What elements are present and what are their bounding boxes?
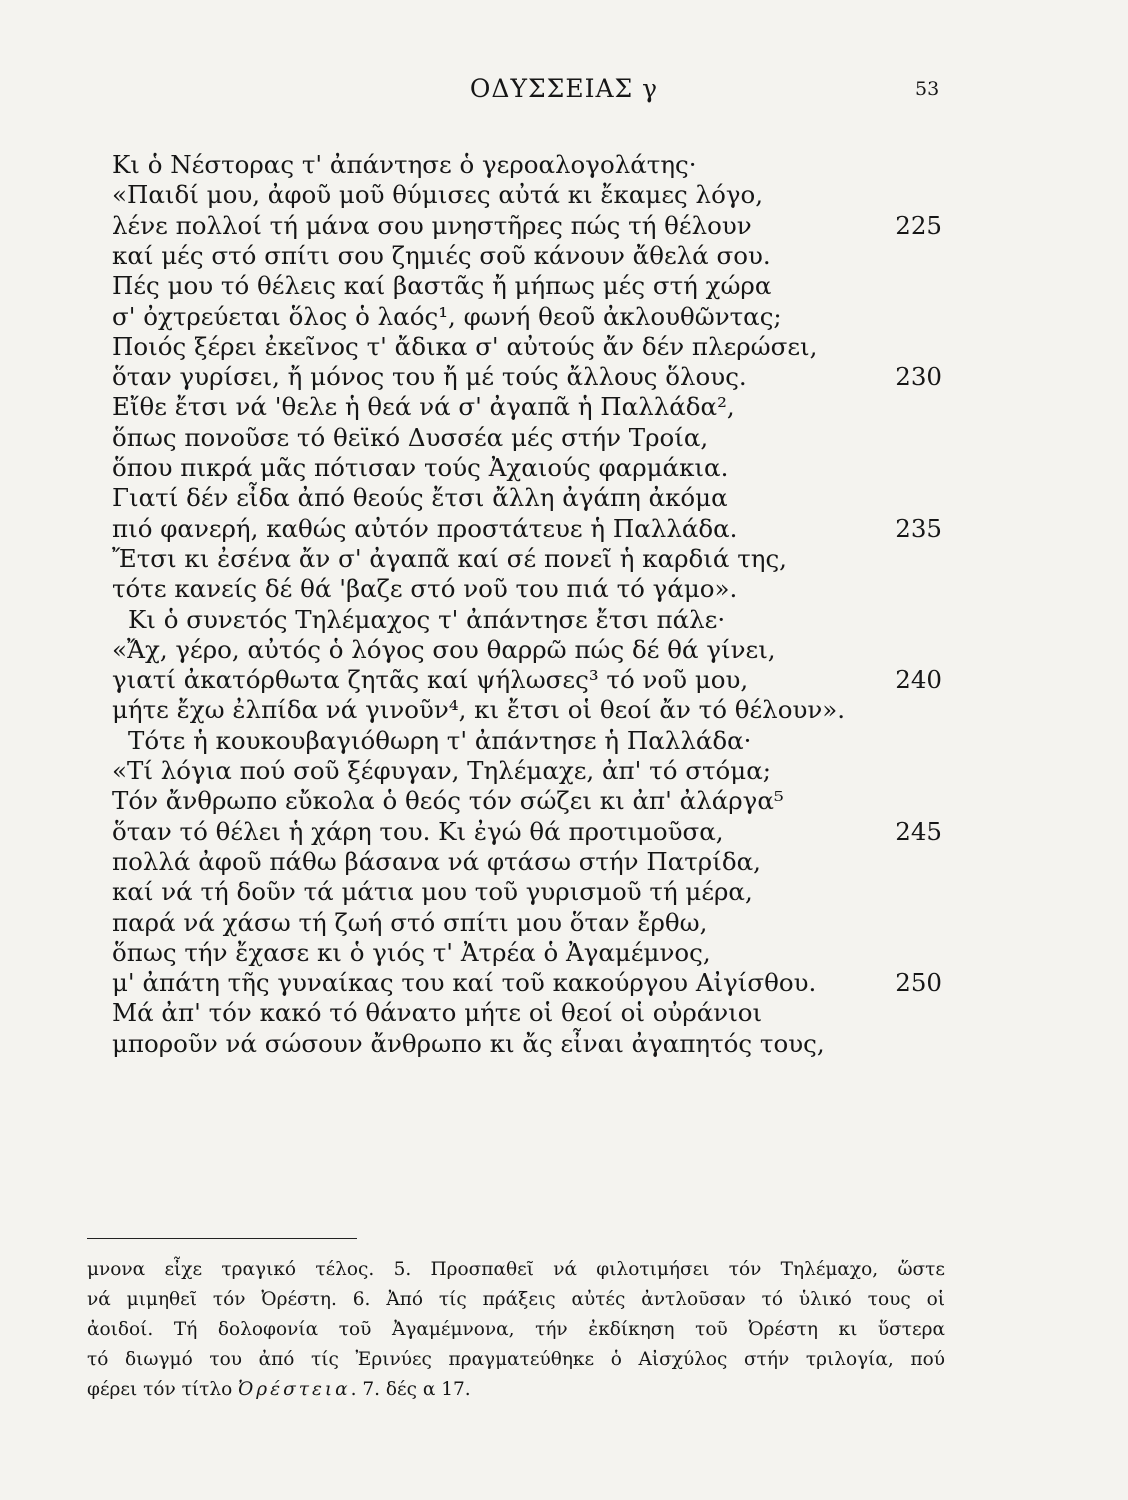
verse-text: μποροῦν νά σώσουν ἄνθρωπο κι ἄς εἶναι ἀγαπητός τους,: [112, 1028, 825, 1058]
verse-text: Τότε ἡ κουκουβαγιόθωρη τ' ἀπάντησε ἡ Παλλάδα·: [128, 725, 752, 755]
footnote-line: τό διωγμό του ἀπό τίς Ἐρινύες πραγματεύθηκε ὁ Αἰσχύλος στήν τριλογία, πού: [87, 1349, 945, 1370]
verse-text: ὅπως τήν ἔχασε κι ὁ γιός τ' Ἀτρέα ὁ Ἀγαμέμνος,: [112, 937, 711, 967]
verse-text: ὅταν γυρίσει, ἤ μόνος του ἤ μέ τούς ἄλλους ὅλους.: [112, 362, 747, 392]
verse-text: Γιατί δέν εἶδα ἀπό θεούς ἔτσι ἄλλη ἀγάπη ἀκόμα: [112, 483, 728, 513]
verse-text: πιό φανερή, καθώς αὐτόν προστάτευε ἡ Παλλάδα.: [112, 513, 738, 543]
footnote-text: . 7. δές α 17.: [350, 1379, 471, 1400]
line-number: 225: [895, 210, 942, 240]
footnote-line: μνονα εἶχε τραγικό τέλος. 5. Προσπαθεῖ νά φιλοτιμήσει τόν Τηλέμαχο, ὥστε: [87, 1259, 945, 1280]
verse-text: Μά ἀπ' τόν κακό τό θάνατο μήτε οἱ θεοί οἱ οὐράνιοι: [112, 998, 763, 1028]
verse-text: ὅπως πονοῦσε τό θεϊκό Δυσσέα μές στήν Τροία,: [112, 422, 709, 452]
verse-text: παρά νά χάσω τή ζωή στό σπίτι μου ὅταν ἔρθω,: [112, 907, 708, 937]
verse-text: λένε πολλοί τή μάνα σου μνηστῆρες πώς τή θέλουν: [112, 210, 752, 240]
footnote-line: νά μιμηθεῖ τόν Ὀρέστη. 6. Ἀπό τίς πράξεις αὐτές ἀντλοῦσαν τό ὑλικό τους οἱ: [87, 1289, 945, 1310]
footnote-divider: [87, 1238, 357, 1239]
work-title: Ὀρέστεια: [238, 1379, 351, 1400]
line-number: 235: [895, 513, 942, 543]
verse-text: Τόν ἄνθρωπο εὔκολα ὁ θεός τόν σώζει κι ἀπ' ἀλάργα⁵: [112, 786, 784, 816]
verse-text: καί μές στό σπίτι σου ζημιές σοῦ κάνουν ἄθελά σου.: [112, 240, 771, 270]
footnote-line: ἀοιδοί. Τή δολοφονία τοῦ Ἀγαμέμνονα, τήν ἐκδίκηση τοῦ Ὀρέστη κι ὕστερα: [87, 1319, 945, 1340]
verse-text: ὅταν τό θέλει ἡ χάρη του. Κι ἐγώ θά προτιμοῦσα,: [112, 816, 724, 846]
verse-text: μ' ἀπάτη τῆς γυναίκας του καί τοῦ κακούργου Αἰγίσθου.: [112, 968, 817, 998]
line-number: 250: [895, 968, 942, 998]
verse-text: τότε κανείς δέ θά 'βαζε στό νοῦ του πιά τό γάμο».: [112, 574, 738, 604]
verse-text: καί νά τή δοῦν τά μάτια μου τοῦ γυρισμοῦ τή μέρα,: [112, 877, 753, 907]
verse-text: γιατί ἀκατόρθωτα ζητᾶς καί ψήλωσες³ τό νοῦ μου,: [112, 665, 749, 695]
footnote-line: [87, 1378, 945, 1402]
verse-text: Ἔτσι κι ἐσένα ἄν σ' ἀγαπᾶ καί σέ πονεῖ ἡ καρδιά της,: [112, 543, 787, 573]
verse-text: «Ἄχ, γέρο, αὐτός ὁ λόγος σου θαρρῶ πώς δέ θά γίνει,: [112, 634, 776, 664]
footnote-text: φέρει τόν τίτλο: [87, 1379, 239, 1400]
verse-text: ὅπου πικρά μᾶς πότισαν τούς Ἀχαιούς φαρμάκια.: [112, 453, 729, 482]
verse-text: «Παιδί μου, ἀφοῦ μοῦ θύμισες αὐτά κι ἔκαμες λόγο,: [112, 180, 763, 210]
verse-text: πολλά ἀφοῦ πάθω βάσανα νά φτάσω στήν Πατρίδα,: [112, 846, 761, 876]
verse-text: Ποιός ξέρει ἐκεῖνος τ' ἄδικα σ' αὐτούς ἄν δέν πλερώσει,: [112, 331, 818, 361]
line-number: 230: [895, 362, 942, 392]
page-number: 53: [915, 78, 940, 100]
line-number: 245: [895, 816, 942, 846]
page-header-title: ΟΔΥΣΣΕΙΑΣ γ: [469, 74, 659, 103]
verse-text: Κι ὁ συνετός Τηλέμαχος τ' ἀπάντησε ἔτσι πάλε·: [128, 604, 726, 634]
line-number: 240: [895, 665, 942, 695]
verse-text: Κι ὁ Νέστορας τ' ἀπάντησε ὁ γεροαλογολάτης·: [112, 150, 697, 179]
verse-text: μήτε ἔχω ἐλπίδα νά γινοῦν⁴, κι ἔτσι οἱ θεοί ἄν τό θέλουν».: [112, 695, 846, 725]
verse-text: σ' ὀχτρεύεται ὅλος ὁ λαός¹, φωνή θεοῦ ἀκλουθῶντας;: [112, 301, 782, 331]
verse-text: Πές μου τό θέλεις καί βαστᾶς ἤ μήπως μές στή χώρα: [112, 271, 772, 301]
verse-text: «Τί λόγια πού σοῦ ξέφυγαν, Τηλέμαχε, ἀπ' τό στόμα;: [112, 756, 771, 785]
verse-text: Εἴθε ἔτσι νά 'θελε ἡ θεά νά σ' ἀγαπᾶ ἡ Παλλάδα²,: [112, 392, 735, 422]
